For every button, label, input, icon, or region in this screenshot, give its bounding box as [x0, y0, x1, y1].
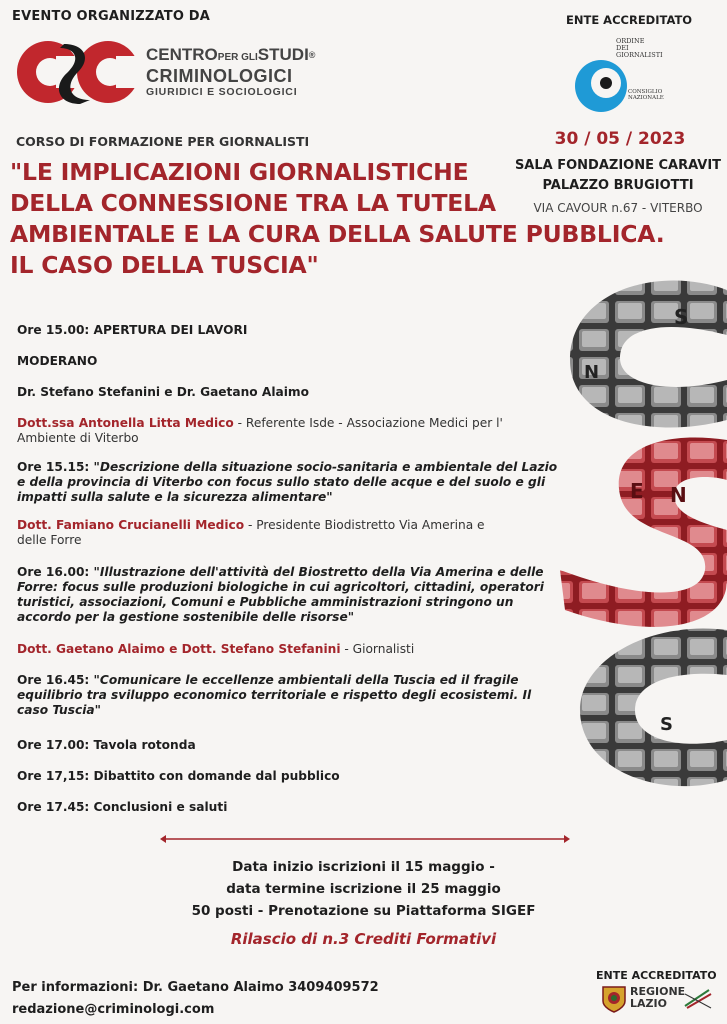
talk-3-text: "Comunicare le eccellenze ambientali della Tuscia ed il fragile equilibrio tra sviluppo economico territoriale e rispetto degli ecosistemi. Il caso Tuscia" [17, 673, 532, 717]
talk-1-time: Ore 15.15: [17, 460, 94, 474]
speaker-3-role: - Giornalisti [340, 642, 415, 656]
program-opening: Ore 15.00: APERTURA DEI LAVORI [17, 323, 248, 337]
contact-email[interactable]: redazione@criminologi.com [12, 1002, 215, 1017]
collage-letter: N [584, 362, 600, 383]
region-crest-icon [601, 985, 627, 1013]
speaker-1-role: - Referente Isde - Associazione Medici per l' Ambiente di Viterbo [17, 416, 503, 445]
title-line: DELLA CONNESSIONE TRA LA TUTELA [10, 189, 496, 217]
logo-centro-text: CENTRO [146, 45, 218, 64]
registration-block [0, 856, 727, 922]
program-moderano: MODERANO [17, 354, 98, 368]
odg-consiglio-text [628, 89, 664, 101]
program-dibattito: Ore 17,15: Dibattito con domande dal pubblico [17, 769, 340, 783]
talk-2-text: "Illustrazione dell'attività del Biostretto della Via Amerina e delle Forre: focus sulle produzioni biologiche in cui agricoltori, cittadini, operatori turistici, associazioni, Comuni e Pubbliche amministrazioni stringono un accordo per la gestione sostenibile delle risorse" [17, 565, 544, 624]
program-tavola: Ore 17.00: Tavola rotonda [17, 738, 196, 752]
speaker-2-role: - Presidente Biodistretto Via Amerina e delle Forre [17, 518, 485, 547]
registration-line: 50 posti - Prenotazione su Piattaforma SIGEF [191, 903, 536, 919]
speaker-2-name: Dott. Famiano Crucianelli Medico [17, 518, 245, 532]
credits-text: Rilascio di n.3 Crediti Formativi [230, 930, 497, 948]
speaker-3-name: Dott. Gaetano Alaimo e Dott. Stefano Stefanini [17, 642, 341, 656]
venue-address: VIA CAVOUR n.67 - VITERBO [533, 201, 703, 215]
event-title [10, 157, 710, 281]
course-label: CORSO DI FORMAZIONE PER GIORNALISTI [16, 134, 310, 149]
odg-ordine-line: ORDINE [616, 37, 645, 45]
title-line: "LE IMPLICAZIONI GIORNALISTICHE [10, 158, 469, 186]
region-swoosh-icon [683, 988, 713, 1010]
talk-1-text: "Descrizione della situazione socio-sanitaria e ambientale del Lazio e della provincia di Viterbo con focus sullo stato delle acque e del suolo e gli impatti sulla salute e la sicurezza alimentare" [17, 460, 558, 504]
talk-3-time: Ore 16.45: [17, 673, 94, 687]
odg-consiglio-line: CONSIGLIO [628, 89, 663, 95]
odg-nazionale-line: NAZIONALE [628, 95, 664, 101]
region-line: REGIONE [630, 985, 686, 998]
talk-3 [17, 673, 547, 718]
venue-name: SALA FONDAZIONE CARAVIT [514, 158, 722, 173]
logo-giuridici-text: GIURIDICI E SOCIOLOGICI [146, 86, 298, 98]
event-date: 30 / 05 / 2023 [554, 129, 686, 149]
collage-letter: N [670, 483, 687, 507]
registered-mark-icon: ® [308, 50, 316, 60]
speaker-1-name: Dott.ssa Antonella Litta Medico [17, 416, 234, 430]
accredited-bottom-label: ENTE ACCREDITATO [596, 969, 717, 982]
program-moderators: Dr. Stefano Stefanini e Dr. Gaetano Alaimo [17, 385, 309, 399]
accredited-top-label: ENTE ACCREDITATO [566, 13, 693, 27]
speaker-1 [17, 416, 517, 446]
speaker-2 [17, 518, 517, 548]
decorative-divider [160, 828, 570, 836]
organizer-name [146, 46, 346, 99]
region-line: LAZIO [630, 997, 667, 1010]
logo-pergli-text: PER GLI [217, 52, 258, 63]
logo-studi-text: STUDI [257, 45, 309, 64]
logo-criminologici-text: CRIMINOLOGICI [146, 66, 293, 86]
csc-logo-icon [12, 32, 144, 110]
talk-1 [17, 460, 562, 505]
organizer-label: EVENTO ORGANIZZATO DA [12, 9, 211, 24]
odg-dei-line: DEI [616, 44, 629, 52]
talk-2-time: Ore 16.00: [17, 565, 94, 579]
registration-line: data termine iscrizione il 25 maggio [226, 881, 501, 897]
region-name [630, 986, 685, 1010]
registration-line: Data inizio iscrizioni il 15 maggio - [232, 859, 495, 875]
talk-2 [17, 565, 562, 625]
contact-info: Per informazioni: Dr. Gaetano Alaimo 3409409572 [12, 980, 379, 995]
collage-letter: S [660, 714, 673, 735]
program-conclusioni: Ore 17.45: Conclusioni e saluti [17, 800, 228, 814]
collage-letter: E [630, 479, 644, 503]
speaker-3 [17, 642, 537, 657]
odg-ordine-text [616, 38, 663, 59]
title-line: IL CASO DELLA TUSCIA" [10, 251, 319, 279]
collage-graphic-icon [540, 270, 727, 810]
venue-building: PALAZZO BRUGIOTTI [542, 178, 694, 193]
title-line: AMBIENTALE E LA CURA DELLA SALUTE PUBBLICA. [10, 220, 665, 248]
odg-giornalisti-line: GIORNALISTI [616, 51, 663, 59]
collage-letter: S [674, 305, 689, 329]
